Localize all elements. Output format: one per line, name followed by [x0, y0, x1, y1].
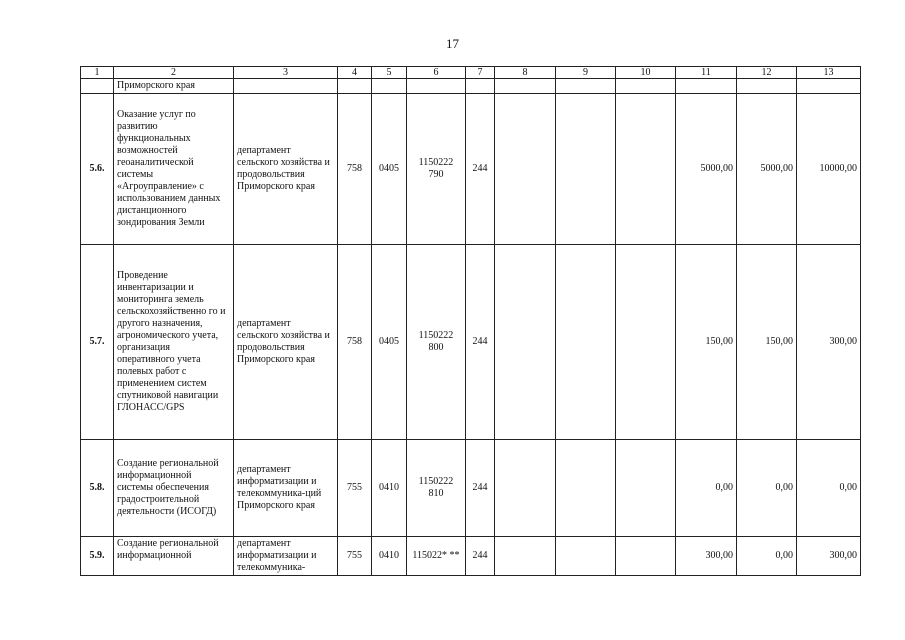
cell-c5 [372, 79, 407, 94]
cell-c12: 0,00 [737, 440, 797, 537]
cell-c9 [556, 440, 616, 537]
cell-num [81, 79, 114, 94]
cell-c5: 0410 [372, 537, 407, 576]
col-header-10: 10 [616, 67, 676, 79]
budget-table [80, 66, 861, 576]
col-header-4: 4 [338, 67, 372, 79]
cell-c9 [556, 245, 616, 440]
col-header-2: 2 [114, 67, 234, 79]
table-row [81, 537, 861, 576]
cell-c5: 0410 [372, 440, 407, 537]
cell-c6 [407, 79, 466, 94]
col-header-12: 12 [737, 67, 797, 79]
table-row [81, 94, 861, 245]
cell-num: 5.6. [81, 94, 114, 245]
cell-num: 5.9. [81, 537, 114, 576]
cell-c6: 1150222 800 [407, 245, 466, 440]
cell-c7: 244 [466, 440, 495, 537]
cell-c8 [495, 537, 556, 576]
cell-name: Приморского края [114, 79, 234, 94]
cell-c13: 300,00 [797, 245, 861, 440]
cell-name: Создание региональной информационной системы обеспечения градостроительной деятельности (ИСОГД) [114, 440, 234, 537]
cell-c5: 0405 [372, 245, 407, 440]
table-row [81, 440, 861, 537]
cell-c7: 244 [466, 537, 495, 576]
cell-c5: 0405 [372, 94, 407, 245]
cell-c13: 0,00 [797, 440, 861, 537]
cell-c12 [737, 79, 797, 94]
cell-c10 [616, 94, 676, 245]
cell-c13: 300,00 [797, 537, 861, 576]
cell-c6: 115022* ** [407, 537, 466, 576]
table-row-continued [81, 79, 861, 94]
cell-c11: 300,00 [676, 537, 737, 576]
cell-c7: 244 [466, 245, 495, 440]
cell-c9 [556, 79, 616, 94]
cell-c7: 244 [466, 94, 495, 245]
cell-c10 [616, 440, 676, 537]
col-header-3: 3 [234, 67, 338, 79]
cell-executor: департамент сельского хозяйства и продовольствия Приморского края [234, 94, 338, 245]
cell-c8 [495, 79, 556, 94]
cell-c9 [556, 94, 616, 245]
page-number: 17 [446, 36, 459, 51]
col-header-6: 6 [407, 67, 466, 79]
cell-c11: 0,00 [676, 440, 737, 537]
cell-c10 [616, 537, 676, 576]
col-header-1: 1 [81, 67, 114, 79]
cell-c13: 10000,00 [797, 94, 861, 245]
cell-c4: 755 [338, 537, 372, 576]
cell-name: Оказание услуг по развитию функциональных возможностей геоаналитической системы «Агроуправление» с использованием данных дистанционного зондирования Земли [114, 94, 234, 245]
col-header-13: 13 [797, 67, 861, 79]
cell-c12: 150,00 [737, 245, 797, 440]
cell-executor: департамент информатизации и телекоммуника-ций Приморского края [234, 440, 338, 537]
cell-c4: 755 [338, 440, 372, 537]
cell-c11: 5000,00 [676, 94, 737, 245]
cell-executor: департамент сельского хозяйства и продовольствия Приморского края [234, 245, 338, 440]
cell-name: Создание региональной информационной [114, 537, 234, 576]
col-header-8: 8 [495, 67, 556, 79]
cell-c4: 758 [338, 245, 372, 440]
table-row [81, 245, 861, 440]
col-header-7: 7 [466, 67, 495, 79]
cell-c12: 0,00 [737, 537, 797, 576]
cell-c8 [495, 245, 556, 440]
cell-c6: 1150222 790 [407, 94, 466, 245]
cell-c8 [495, 440, 556, 537]
col-header-9: 9 [556, 67, 616, 79]
cell-c7 [466, 79, 495, 94]
cell-name: Проведение инвентаризации и мониторинга земель сельскохозяйственно го и другого назначения, агрономического учета, организация оперативного учета полевых работ с применением систем спутниковой навигации ГЛОНАСС/GPS [114, 245, 234, 440]
col-header-5: 5 [372, 67, 407, 79]
cell-num: 5.8. [81, 440, 114, 537]
cell-c4: 758 [338, 94, 372, 245]
cell-c6: 1150222 810 [407, 440, 466, 537]
cell-c8 [495, 94, 556, 245]
cell-c13 [797, 79, 861, 94]
cell-c11: 150,00 [676, 245, 737, 440]
cell-num: 5.7. [81, 245, 114, 440]
cell-executor: департамент информатизации и телекоммуника- [234, 537, 338, 576]
cell-c9 [556, 537, 616, 576]
cell-executor [234, 79, 338, 94]
col-header-11: 11 [676, 67, 737, 79]
cell-c12: 5000,00 [737, 94, 797, 245]
cell-c4 [338, 79, 372, 94]
header-row [81, 67, 861, 79]
cell-c10 [616, 245, 676, 440]
cell-c11 [676, 79, 737, 94]
cell-c10 [616, 79, 676, 94]
